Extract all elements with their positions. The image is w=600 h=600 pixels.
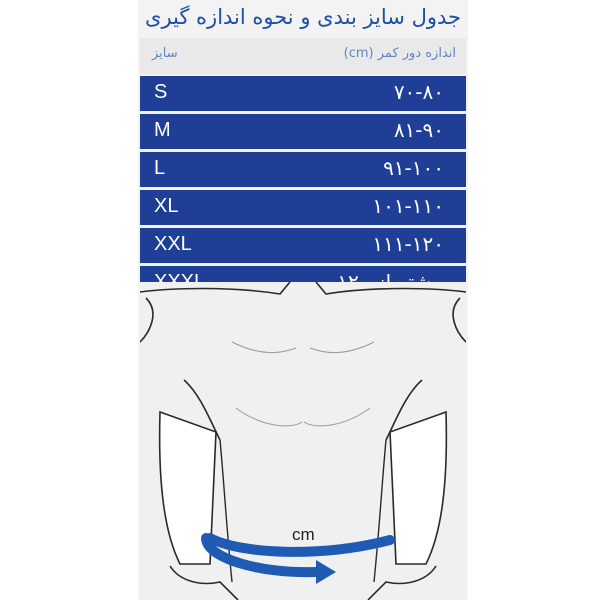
header-waist-label: اندازه دور کمر (cm) [343,46,456,61]
header-size-label: سایز [152,46,178,61]
table-row [140,190,466,225]
table-row [140,228,466,263]
table-header [140,38,466,74]
waist-range-cell: ۸۱-۹۰ [393,118,444,142]
table-row [140,152,466,187]
waist-range-cell: ۹۱-۱۰۰ [383,156,444,180]
waist-range-cell: ۱۱۱-۱۲۰ [372,232,444,256]
size-cell: S [154,81,168,103]
waist-range-cell: ۱۰۱-۱۱۰ [372,194,444,218]
size-cell: XXL [154,233,192,255]
size-cell: M [154,119,171,141]
torso-illustration [140,282,466,600]
measure-label: cm [292,525,315,544]
table-row [140,114,466,149]
size-cell: XL [154,195,179,217]
table-row [140,76,466,111]
size-cell: L [154,157,166,179]
page-title: جدول سایز بندی و نحوه اندازه گیری [145,5,461,29]
size-table [140,76,466,304]
waist-range-cell: ۷۰-۸۰ [393,80,444,104]
